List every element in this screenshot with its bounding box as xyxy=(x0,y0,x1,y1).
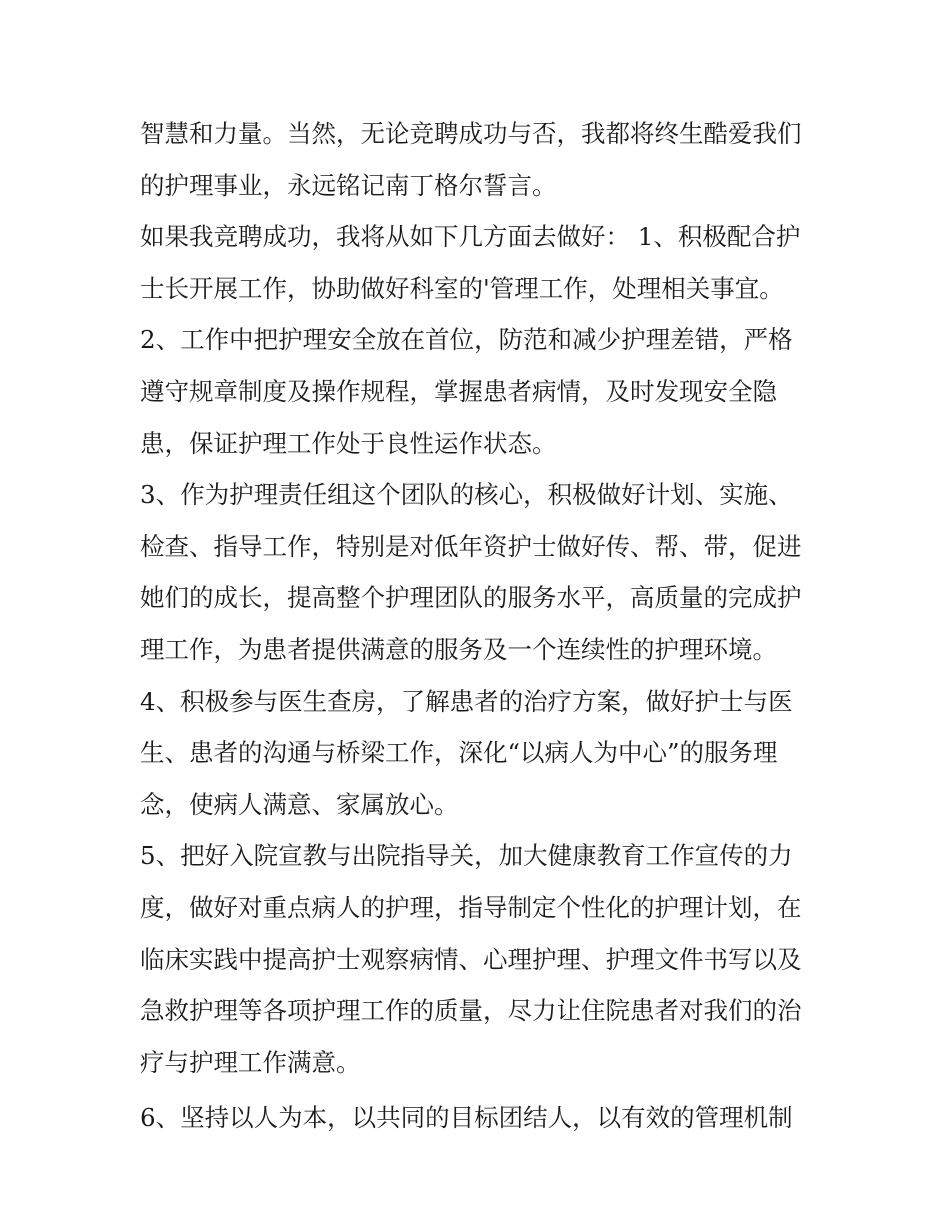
text-line: 士长开展工作，协助做好科室的'管理工作，处理相关事宜。 xyxy=(140,273,784,303)
text-line: 临床实践中提高护士观察病情、心理护理、护理文件书写以及 xyxy=(140,944,802,974)
text-line: 她们的成长，提高整个护理团队的服务水平，高质量的完成护 xyxy=(140,583,802,613)
text-line: 念，使病人满意、家属放心。 xyxy=(140,789,459,819)
text-line: 2、工作中把护理安全放在首位，防范和减少护理差错，严格 xyxy=(140,325,793,355)
text-line: 6、坚持以人为本，以共同的目标团结人，以有效的管理机制 xyxy=(140,1102,793,1132)
text-line: 检查、指导工作，特别是对低年资护士做好传、帮、带，促进 xyxy=(140,531,802,561)
document-body xyxy=(140,108,816,1143)
text-line: 的护理事业，永远铭记南丁格尔誓言。 xyxy=(140,170,557,200)
text-line: 3、作为护理责任组这个团队的核心，积极做好计划、实施、 xyxy=(140,480,793,510)
text-line: 如果我竞聘成功，我将从如下几方面去做好： 1、积极配合护 xyxy=(140,222,801,252)
text-line: 遵守规章制度及操作规程，掌握患者病情，及时发现安全隐 xyxy=(140,376,777,406)
text-line: 5、把好入院宣教与出院指导关，加大健康教育工作宣传的力 xyxy=(140,841,793,871)
text-line: 理工作，为患者提供满意的服务及一个连续性的护理环境。 xyxy=(140,634,777,664)
text-line: 患，保证护理工作处于良性运作状态。 xyxy=(140,428,557,458)
text-line: 智慧和力量。当然，无论竞聘成功与否，我都将终生酷爱我们 xyxy=(140,119,802,148)
text-line: 生、患者的沟通与桥梁工作，深化“以病人为中心”的服务理 xyxy=(140,738,778,768)
text-line: 4、积极参与医生查房，了解患者的治疗方案，做好护士与医 xyxy=(140,686,793,716)
text-line: 疗与护理工作满意。 xyxy=(140,1047,361,1077)
text-line: 度，做好对重点病人的护理，指导制定个性化的护理计划，在 xyxy=(140,892,802,922)
text-line: 急救护理等各项护理工作的质量，尽力让住院患者对我们的治 xyxy=(140,996,802,1026)
